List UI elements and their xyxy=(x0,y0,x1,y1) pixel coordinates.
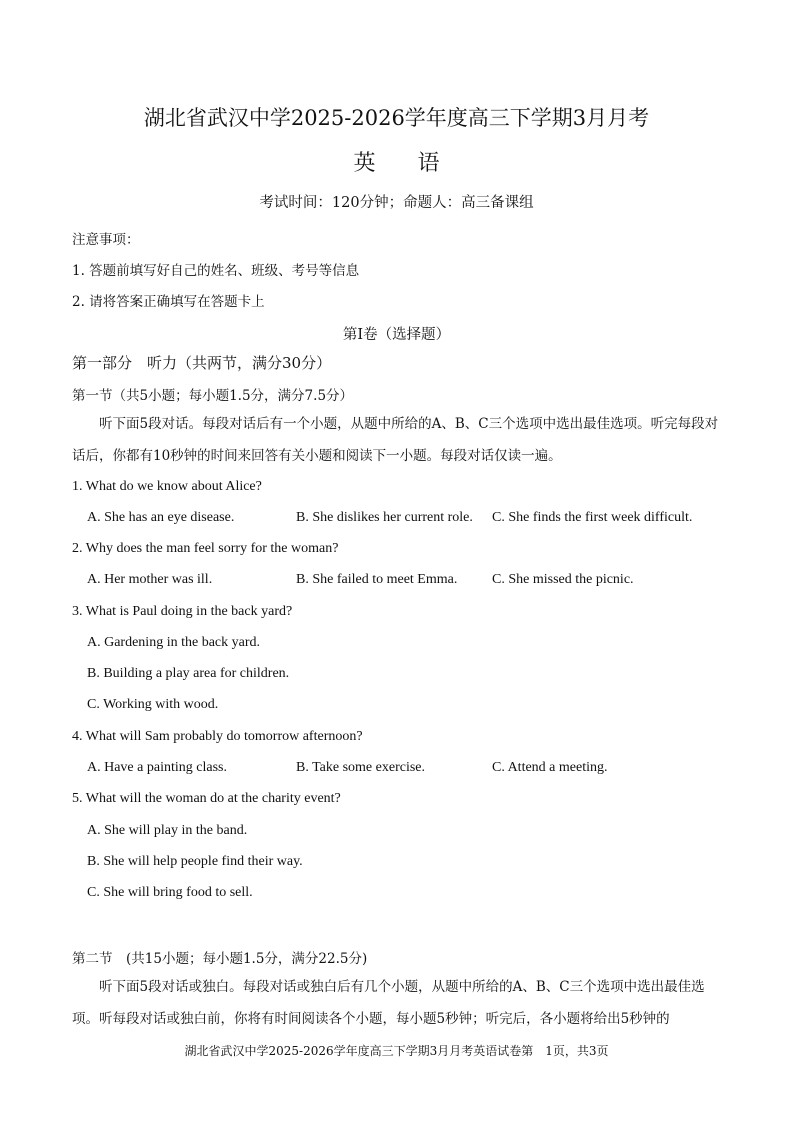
notice-item: 2. 请将答案正确填写在答题卡上 xyxy=(72,294,265,310)
page-footer: 湖北省武汉中学2025-2026学年度高三下学期3月月考英语试卷第 1页，共3页 xyxy=(184,1044,609,1058)
subject-title xyxy=(0,146,793,177)
option-b[interactable]: B. Building a play area for children. xyxy=(87,666,290,681)
option-a[interactable]: A. She has an eye disease. xyxy=(87,510,235,525)
section1-heading: 第一节（共5小题；每小题1.5分，满分7.5分） xyxy=(72,388,354,404)
section2-instructions: 听下面5段对话或独白。每段对话或独白后有几个小题，从题中所给的A、B、C三个选项中选出最佳选项。听每段对话或独白前，你将有时间阅读各个小题，每小题5秒钟；听完后，各小题将给出5秒钟的 xyxy=(72,979,705,1027)
option-b[interactable]: B. She failed to meet Emma. xyxy=(296,572,458,587)
option-c[interactable]: C. She finds the first week difficult. xyxy=(492,510,693,525)
section1-instructions: 听下面5段对话。每段对话后有一个小题，从题中所给的A、B、C三个选项中选出最佳选项。听完每段对话后，你都有10秒钟的时间来回答有关小题和阅读下一小题。每段对话仅读一遍。 xyxy=(72,416,719,464)
subject-char-1: 英 xyxy=(353,151,376,176)
option-c[interactable]: C. Working with wood. xyxy=(87,697,219,712)
option-a[interactable]: A. Gardening in the back yard. xyxy=(87,635,260,650)
exam-title: 湖北省武汉中学2025-2026学年度高三下学期3月月考 xyxy=(143,106,650,130)
exam-info: 考试时间：120分钟；命题人：高三备课组 xyxy=(259,195,534,211)
option-a[interactable]: A. Have a painting class. xyxy=(87,760,227,775)
question-stem: 1. What do we know about Alice? xyxy=(72,479,262,494)
part1-heading: 第一部分 听力（共两节，满分30分） xyxy=(72,354,332,372)
option-c[interactable]: C. She missed the picnic. xyxy=(492,572,634,587)
option-b[interactable]: B. She will help people find their way. xyxy=(87,854,303,869)
option-b[interactable]: B. Take some exercise. xyxy=(296,760,425,775)
subject-char-2: 语 xyxy=(417,151,440,176)
option-a[interactable]: A. Her mother was ill. xyxy=(87,572,213,587)
question-stem: 5. What will the woman do at the charity event? xyxy=(72,791,341,806)
volume-title: 第I卷（选择题） xyxy=(342,327,451,343)
option-c[interactable]: C. She will bring food to sell. xyxy=(87,885,253,900)
question-stem: 3. What is Paul doing in the back yard? xyxy=(72,604,293,619)
option-b[interactable]: B. She dislikes her current role. xyxy=(296,510,473,525)
option-a[interactable]: A. She will play in the band. xyxy=(87,823,248,838)
notice-item: 1. 答题前填写好自己的姓名、班级、考号等信息 xyxy=(72,263,360,279)
option-c[interactable]: C. Attend a meeting. xyxy=(492,760,608,775)
section2-heading: 第二节 (共15小题；每小题1.5分，满分22.5分) xyxy=(72,951,368,967)
question-stem: 4. What will Sam probably do tomorrow afternoon? xyxy=(72,729,363,744)
notice-heading: 注意事项： xyxy=(72,232,140,248)
question-stem: 2. Why does the man feel sorry for the woman? xyxy=(72,541,339,556)
